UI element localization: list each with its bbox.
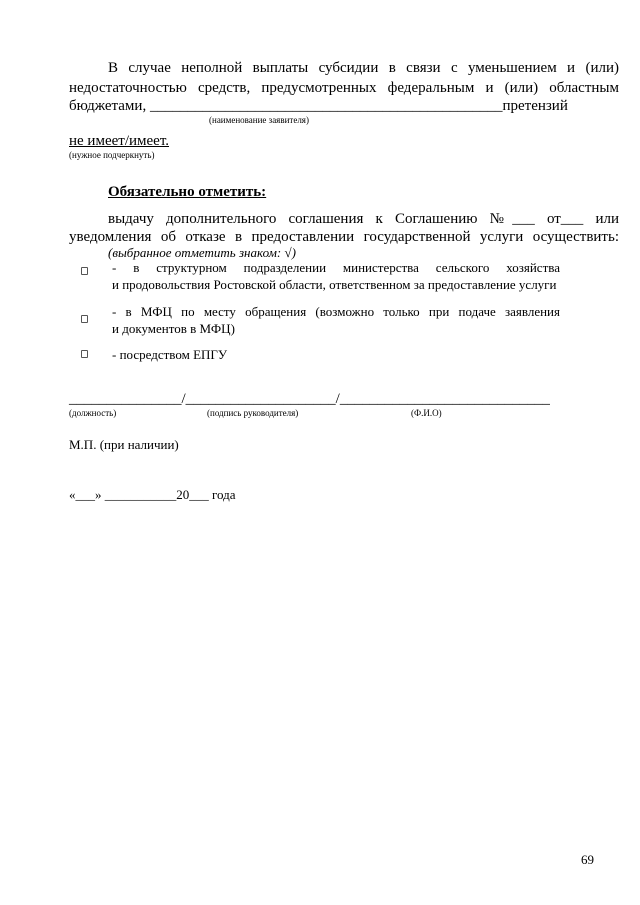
stamp-label: М.П. (при наличии) bbox=[69, 437, 179, 452]
option-2-checkbox[interactable] bbox=[81, 315, 88, 323]
option-3-checkbox[interactable] bbox=[81, 350, 88, 358]
option-3-text: - посредством ЕПГУ bbox=[112, 347, 228, 362]
applicant-name-caption: (наименование заявителя) bbox=[209, 115, 309, 125]
option-2-line-2: и документов в МФЦ) bbox=[112, 321, 235, 336]
option-2-text bbox=[112, 303, 560, 337]
option-1-checkbox[interactable] bbox=[81, 267, 88, 275]
selection-hint: (выбранное отметить знаком: √) bbox=[108, 245, 296, 260]
option-1-line-2: и продовольствия Ростовской области, ответственном за предоставление услуги bbox=[112, 277, 557, 292]
claims-choice: не имеет/имеет. bbox=[69, 133, 170, 149]
date-line: «___» ___________20___ года bbox=[69, 487, 236, 502]
paragraph-1-line-1: В случае неполной выплаты субсидии в связи с уменьшением и (или) bbox=[108, 60, 619, 76]
option-1-line-1: - в структурном подразделении министерства сельского хозяйства bbox=[112, 260, 560, 275]
claims-word: претензий bbox=[502, 98, 568, 114]
paragraph-2-line-2: уведомления об отказе в предоставлении государственной услуги осуществить: bbox=[69, 229, 619, 245]
paragraph-2-line-1: выдачу дополнительного соглашения к Соглашению №___ от___ или bbox=[108, 211, 619, 227]
option-2-line-1: - в МФЦ по месту обращения (возможно только при подаче заявления bbox=[112, 304, 560, 319]
budgets-text: бюджетами, bbox=[69, 98, 147, 114]
applicant-name-blank: _______________________________________________ bbox=[149, 98, 503, 114]
section-title: Обязательно отметить: bbox=[108, 184, 267, 200]
full-name-caption: (Ф.И.О) bbox=[411, 408, 442, 418]
position-caption: (должность) bbox=[69, 408, 117, 418]
page-number: 69 bbox=[581, 852, 594, 867]
paragraph-1-line-2: недостаточностью средств, предусмотренных федеральным и (или) областным bbox=[69, 80, 619, 96]
signature-line: _______________/____________________/____________________________ bbox=[69, 391, 550, 407]
paragraph-1-line-3 bbox=[69, 98, 568, 115]
option-1-text bbox=[112, 259, 560, 293]
underline-note: (нужное подчеркнуть) bbox=[69, 150, 155, 160]
signature-caption: (подпись руководителя) bbox=[207, 408, 299, 418]
